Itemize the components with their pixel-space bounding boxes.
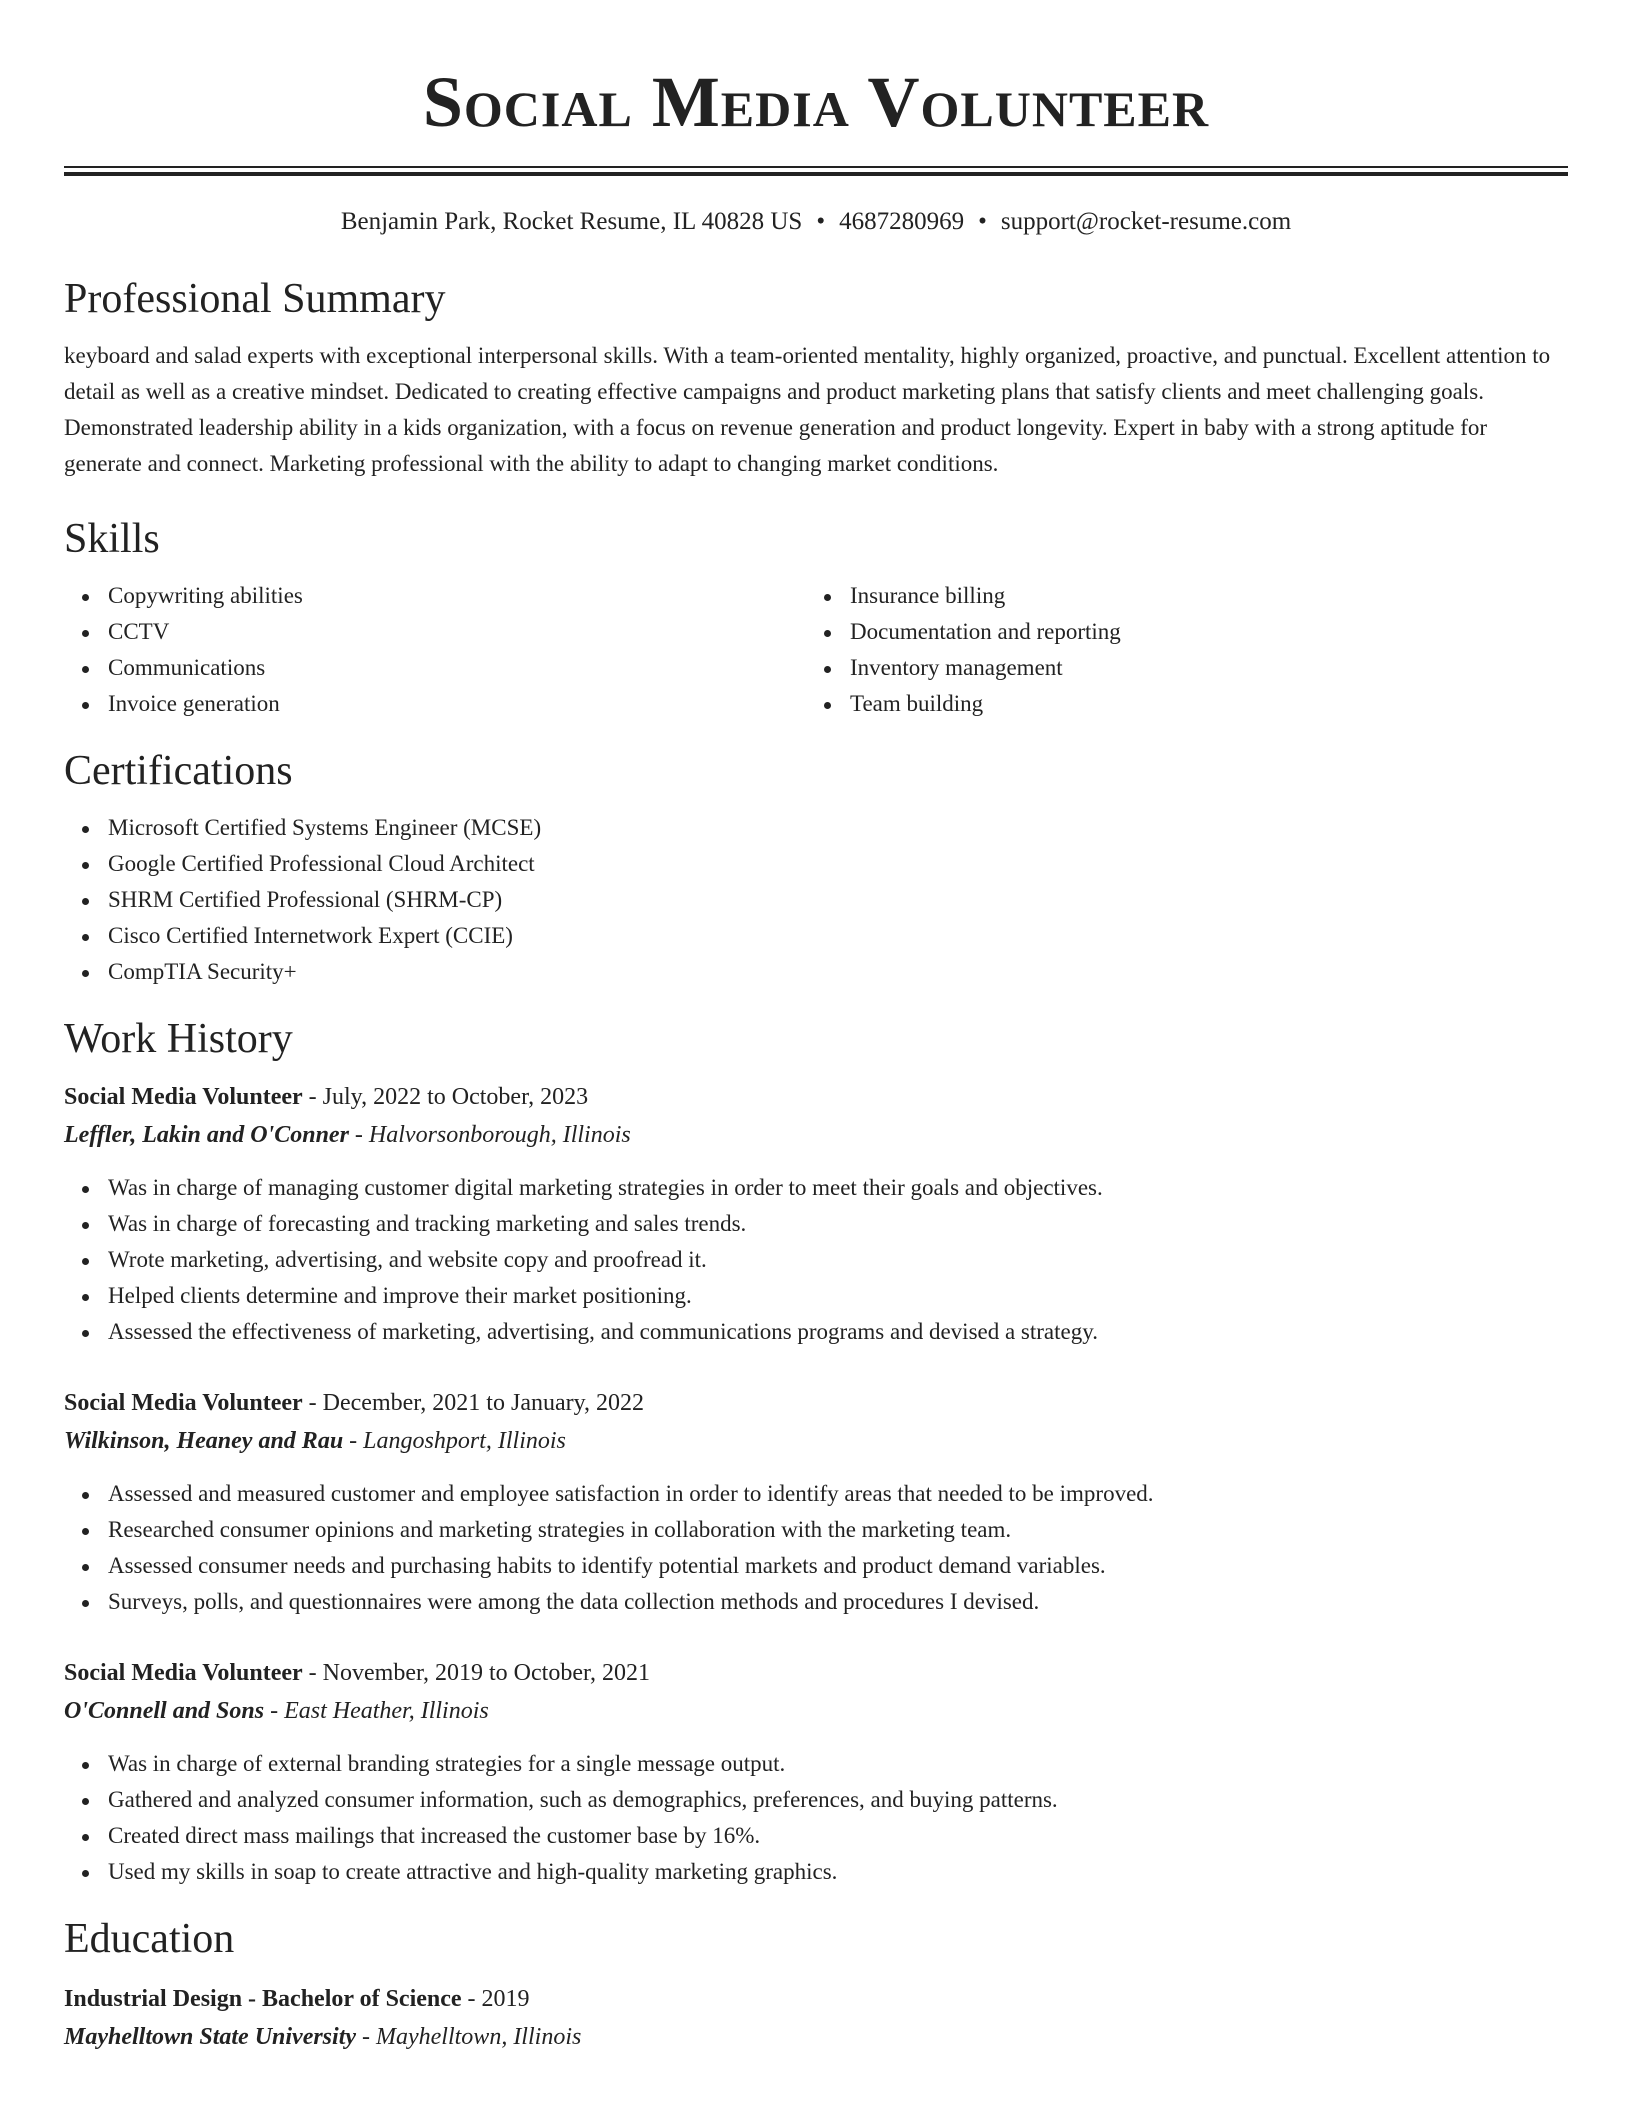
job-company: Leffler, Lakin and O'Conner bbox=[64, 1122, 349, 1148]
certification-item: SHRM Certified Professional (SHRM-CP) bbox=[64, 882, 1568, 918]
contact-separator: • bbox=[816, 208, 826, 235]
summary-heading: Professional Summary bbox=[64, 276, 446, 322]
education-heading: Education bbox=[64, 1916, 235, 1962]
education-location: - Mayhelltown, Illinois bbox=[362, 2024, 582, 2050]
job-title: Social Media Volunteer bbox=[64, 1084, 303, 1110]
skill-item: Insurance billing bbox=[806, 578, 1548, 614]
resume-title: Social Media Volunteer bbox=[422, 62, 1210, 142]
skills-list-left bbox=[64, 578, 806, 722]
job-entry bbox=[64, 1654, 1568, 1890]
skills-columns bbox=[64, 578, 1568, 722]
job-entry bbox=[64, 1078, 1568, 1350]
contact-address: Benjamin Park, Rocket Resume, IL 40828 US bbox=[340, 208, 803, 235]
job-header bbox=[64, 1654, 1568, 1692]
job-duty: Helped clients determine and improve their market positioning. bbox=[64, 1278, 1568, 1314]
job-duty: Gathered and analyzed consumer information, such as demographics, preferences, and buying patterns. bbox=[64, 1782, 1568, 1818]
job-title: Social Media Volunteer bbox=[64, 1660, 303, 1686]
education-year: - 2019 bbox=[467, 1986, 530, 2012]
skill-item: CCTV bbox=[64, 614, 806, 650]
skill-item: Communications bbox=[64, 650, 806, 686]
work-history-heading: Work History bbox=[64, 1016, 293, 1062]
education-header bbox=[64, 1980, 1568, 2018]
job-duty: Created direct mass mailings that increased the customer base by 16%. bbox=[64, 1818, 1568, 1854]
certifications-heading: Certifications bbox=[64, 748, 293, 794]
job-duties-list bbox=[64, 1476, 1568, 1620]
job-duty: Wrote marketing, advertising, and website copy and proofread it. bbox=[64, 1242, 1568, 1278]
certification-item: CompTIA Security+ bbox=[64, 954, 1568, 990]
job-duty: Surveys, polls, and questionnaires were among the data collection methods and procedures I devised. bbox=[64, 1584, 1568, 1620]
job-duty: Was in charge of managing customer digital marketing strategies in order to meet their goals and objectives. bbox=[64, 1170, 1568, 1206]
job-duty: Assessed consumer needs and purchasing habits to identify potential markets and product demand variables. bbox=[64, 1548, 1568, 1584]
contact-line bbox=[64, 206, 1568, 238]
skill-item: Documentation and reporting bbox=[806, 614, 1548, 650]
skill-item: Copywriting abilities bbox=[64, 578, 806, 614]
education-degree: Industrial Design - Bachelor of Science bbox=[64, 1986, 462, 2012]
job-company: Wilkinson, Heaney and Rau bbox=[64, 1428, 344, 1454]
job-duty: Assessed and measured customer and employee satisfaction in order to identify areas that needed to be improved. bbox=[64, 1476, 1568, 1512]
job-entry bbox=[64, 1384, 1568, 1620]
job-organization bbox=[64, 1116, 1568, 1154]
job-location: - Halvorsonborough, Illinois bbox=[354, 1122, 631, 1148]
certification-item: Cisco Certified Internetwork Expert (CCIE) bbox=[64, 918, 1568, 954]
contact-phone: 4687280969 bbox=[839, 208, 965, 235]
summary-text: keyboard and salad experts with exceptional interpersonal skills. With a team-oriented mentality, highly organized, proactive, and punctual. Excellent attention to detail as well as a creative mindset. Dedicated to creating effective campaigns and product marketing plans that satisfy clients and meet challenging goals. Demonstrated leadership ability in a kids organization, with a focus on revenue generation and product longevity. Expert in baby with a strong aptitude for generate and connect. Marketing professional with the ability to adapt to changing market conditions. bbox=[64, 343, 1551, 476]
skill-item: Team building bbox=[806, 686, 1548, 722]
job-duty: Assessed the effectiveness of marketing, advertising, and communications programs and devised a strategy. bbox=[64, 1314, 1568, 1350]
certification-item: Google Certified Professional Cloud Architect bbox=[64, 846, 1568, 882]
skill-item: Invoice generation bbox=[64, 686, 806, 722]
certification-item: Microsoft Certified Systems Engineer (MCSE) bbox=[64, 810, 1568, 846]
skills-heading: Skills bbox=[64, 516, 160, 562]
title-double-rule bbox=[64, 166, 1568, 176]
job-dates: - November, 2019 to October, 2021 bbox=[308, 1660, 651, 1686]
job-organization bbox=[64, 1692, 1568, 1730]
skills-list-right bbox=[806, 578, 1548, 722]
skill-item: Inventory management bbox=[806, 650, 1548, 686]
job-company: O'Connell and Sons bbox=[64, 1698, 265, 1724]
job-duty: Used my skills in soap to create attractive and high-quality marketing graphics. bbox=[64, 1854, 1568, 1890]
job-duties-list bbox=[64, 1746, 1568, 1890]
job-duty: Was in charge of external branding strategies for a single message output. bbox=[64, 1746, 1568, 1782]
job-duty: Was in charge of forecasting and tracking marketing and sales trends. bbox=[64, 1206, 1568, 1242]
job-dates: - July, 2022 to October, 2023 bbox=[308, 1084, 589, 1110]
job-duties-list bbox=[64, 1170, 1568, 1350]
job-location: - Langoshport, Illinois bbox=[349, 1428, 566, 1454]
education-entry bbox=[64, 1980, 1568, 2056]
contact-separator: • bbox=[978, 208, 987, 235]
job-organization bbox=[64, 1422, 1568, 1460]
education-school-line bbox=[64, 2018, 1568, 2056]
certifications-list bbox=[64, 810, 1568, 990]
job-location: - East Heather, Illinois bbox=[270, 1698, 489, 1724]
contact-email: support@rocket-resume.com bbox=[1000, 208, 1292, 235]
job-header bbox=[64, 1384, 1568, 1422]
education-school: Mayhelltown State University bbox=[64, 2024, 357, 2050]
resume-page bbox=[64, 0, 1568, 2056]
job-title: Social Media Volunteer bbox=[64, 1390, 303, 1416]
job-header bbox=[64, 1078, 1568, 1116]
job-duty: Researched consumer opinions and marketing strategies in collaboration with the marketing team. bbox=[64, 1512, 1568, 1548]
job-dates: - December, 2021 to January, 2022 bbox=[308, 1390, 645, 1416]
